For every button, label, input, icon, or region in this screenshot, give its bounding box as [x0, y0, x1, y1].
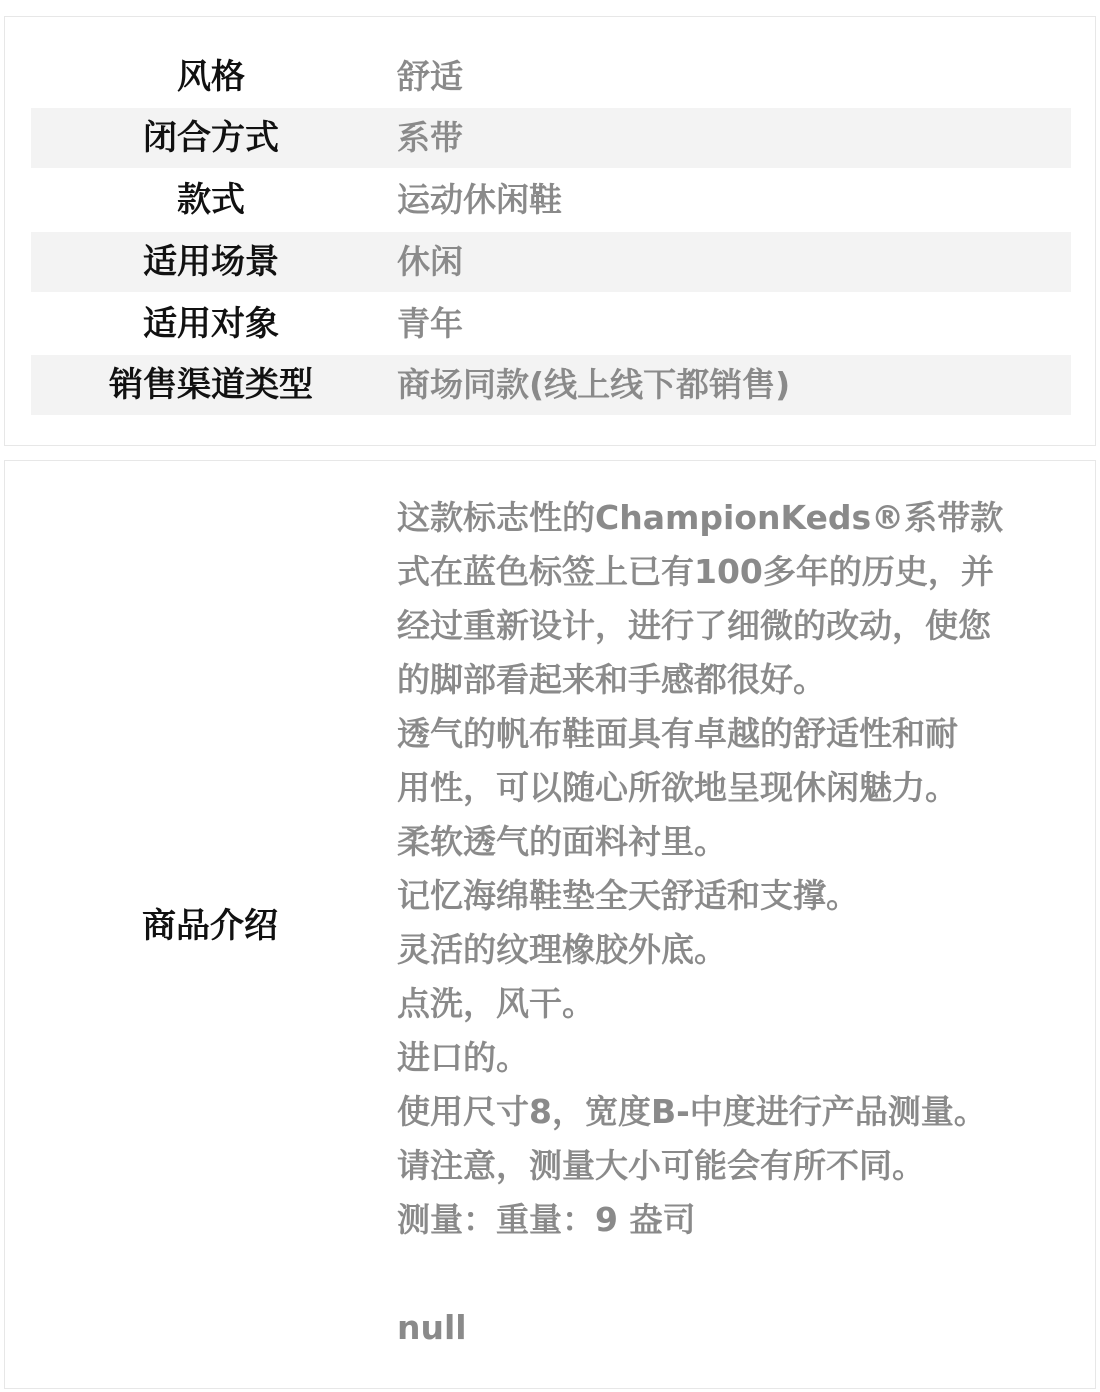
attribute-label: 款式: [177, 180, 245, 220]
intro-line: 这款标志性的ChampionKeds®系带款: [397, 498, 1004, 537]
attribute-row-channel: [31, 355, 1071, 415]
attribute-value: 青年: [397, 304, 463, 343]
attribute-row-model: [31, 170, 1071, 230]
intro-line: 进口的。: [397, 1038, 529, 1077]
attribute-row-audience: [31, 294, 1071, 354]
attribute-value: 运动休闲鞋: [397, 180, 562, 219]
intro-line: 透气的帆布鞋面具有卓越的舒适性和耐: [397, 714, 958, 753]
intro-line: 灵活的纹理橡胶外底。: [397, 930, 727, 969]
intro-blank-line: [397, 1247, 1077, 1301]
intro-line: 的脚部看起来和手感都很好。: [397, 660, 826, 699]
intro-line: 式在蓝色标签上已有100多年的历史，并: [397, 552, 994, 591]
intro-line: 使用尺寸8，宽度B-中度进行产品测量。: [397, 1092, 987, 1131]
intro-trailing-text: null: [397, 1308, 467, 1347]
attribute-label: 适用场景: [143, 242, 279, 282]
attribute-value: 系带: [397, 118, 463, 157]
attribute-row-scenario: [31, 232, 1071, 292]
intro-line: 用性，可以随心所欲地呈现休闲魅力。: [397, 768, 958, 807]
attribute-row-closure: [31, 108, 1071, 168]
attribute-row-style: [31, 47, 1071, 107]
intro-label: 商品介绍: [142, 906, 278, 946]
attribute-label: 销售渠道类型: [109, 365, 313, 405]
attribute-value: 商场同款(线上线下都销售): [397, 365, 791, 404]
product-introduction-section: [4, 460, 1096, 1389]
attribute-value: 舒适: [397, 57, 463, 96]
attribute-label: 适用对象: [143, 304, 279, 344]
product-attributes-table: [4, 16, 1096, 446]
attribute-label: 风格: [177, 57, 245, 97]
intro-line: 记忆海绵鞋垫全天舒适和支撑。: [397, 876, 859, 915]
attribute-value: 休闲: [397, 242, 463, 281]
intro-line: 柔软透气的面料衬里。: [397, 822, 727, 861]
attribute-label: 闭合方式: [143, 118, 279, 158]
intro-line: 测量：重量：9 盎司: [397, 1200, 696, 1239]
intro-line: 请注意，测量大小可能会有所不同。: [397, 1146, 925, 1185]
intro-line: 点洗，风干。: [397, 984, 595, 1023]
intro-description: [397, 491, 1077, 1355]
intro-line: 经过重新设计，进行了细微的改动，使您: [397, 606, 991, 645]
